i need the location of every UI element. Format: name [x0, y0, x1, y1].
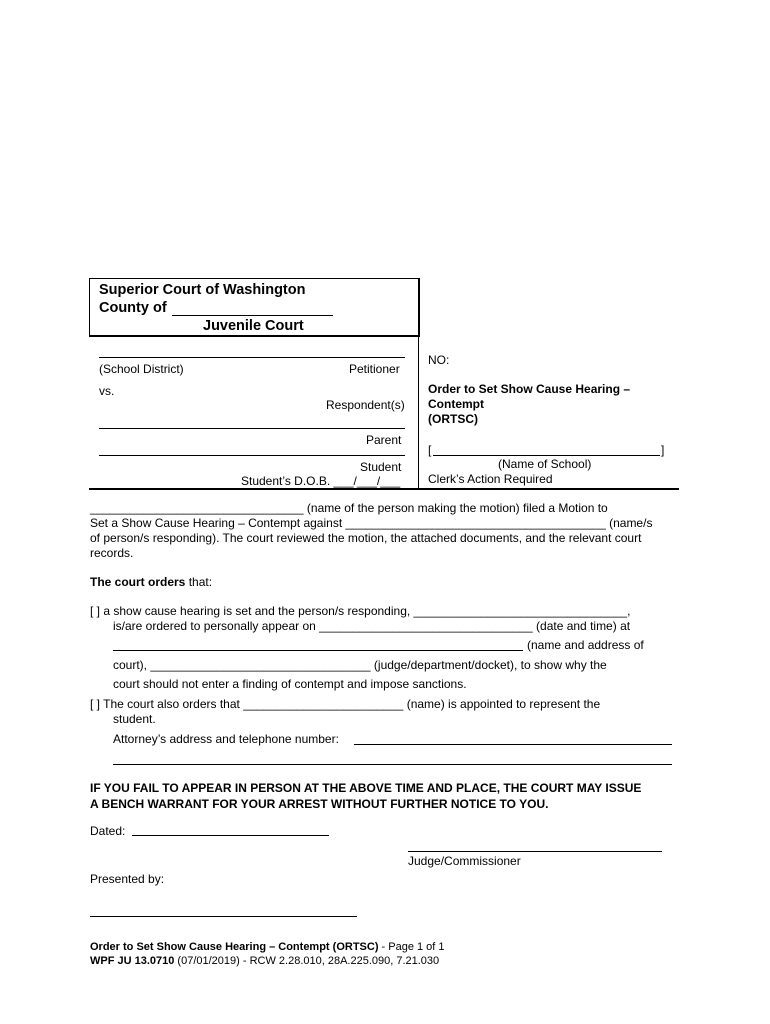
item1-line5: court should not enter a finding of contempt and impose sanctions. — [113, 677, 467, 691]
intro-line3: of person/s responding). The court reviewed the motion, the attached documents, and the relevant court — [90, 531, 642, 545]
attorney-address-blank[interactable] — [354, 744, 672, 745]
form-title-line3: (ORTSC) — [428, 412, 478, 426]
warning-line2: A BENCH WARRANT FOR YOUR ARREST WITHOUT FURTHER NOTICE TO YOU. — [90, 797, 549, 811]
court-orders-rest: that: — [185, 575, 213, 589]
item1-line4: court), _________________________________ (judge/department/docket), to show why the — [113, 658, 607, 672]
county-blank[interactable] — [172, 315, 333, 316]
caption-divider — [418, 278, 419, 488]
presented-by-label: Presented by: — [90, 872, 165, 886]
student-label: Student — [360, 460, 402, 474]
item1-line1[interactable]: [ ] a show cause hearing is set and the person/s responding, ________________________________, — [90, 604, 631, 618]
intro-line1: ________________________________ (name of the person making the motion) filed a Motion to — [90, 501, 608, 515]
bracket-open: [ — [428, 443, 432, 457]
item1-line2: is/are ordered to personally appear on ________________________________ (date and time) at — [113, 619, 631, 633]
dated-label: Dated: — [90, 824, 126, 838]
juvenile-court-label: Juvenile Court — [203, 318, 304, 334]
court-orders-heading — [90, 575, 212, 589]
footer-form-info — [90, 955, 439, 967]
attorney-phone-blank[interactable] — [113, 764, 672, 765]
presenter-signature-line[interactable] — [90, 916, 357, 917]
court-address-blank[interactable] — [113, 650, 523, 651]
form-title-line2: Contempt — [428, 397, 484, 411]
student-dob[interactable]: Student’s D.O.B. ___/___/___ — [241, 474, 401, 488]
respondents-label: Respondent(s) — [326, 398, 405, 412]
intro-line2: Set a Show Cause Hearing – Contempt against _______________________________________ (name/s — [90, 516, 653, 530]
county-label: County of — [99, 300, 167, 316]
name-of-school-label: (Name of School) — [498, 457, 592, 471]
bracket-close: ] — [661, 443, 665, 457]
court-orders-bold: The court orders — [90, 575, 186, 589]
judge-label: Judge/Commissioner — [408, 854, 521, 868]
footer-form-rest: (07/01/2019) - RCW 2.28.010, 28A.225.090, 7.21.030 — [174, 955, 440, 967]
form-title-line1: Order to Set Show Cause Hearing – — [428, 382, 631, 396]
item1-line3: (name and address of — [527, 638, 644, 652]
clerk-action-label: Clerk’s Action Required — [428, 472, 553, 486]
case-number-label: NO: — [428, 353, 450, 367]
footer-title — [90, 941, 445, 953]
footer-page-info: - Page 1 of 1 — [378, 941, 445, 953]
school-name-blank[interactable] — [433, 455, 660, 456]
court-name: Superior Court of Washington — [99, 282, 306, 298]
petitioner-label: Petitioner — [349, 362, 400, 376]
attorney-label: Attorney’s address and telephone number: — [113, 732, 339, 746]
caption-bottom-rule — [89, 488, 679, 490]
parent-label: Parent — [366, 433, 402, 447]
warning-line1: IF YOU FAIL TO APPEAR IN PERSON AT THE ABOVE TIME AND PLACE, THE COURT MAY ISSUE — [90, 781, 642, 795]
parent-blank[interactable] — [99, 428, 405, 429]
dated-blank[interactable] — [132, 835, 329, 836]
vs-label: vs. — [99, 384, 115, 398]
school-district-label: (School District) — [99, 362, 184, 376]
school-district-blank[interactable] — [99, 357, 405, 358]
intro-line4: records. — [90, 546, 134, 560]
student-blank[interactable] — [99, 455, 405, 456]
judge-signature-line[interactable] — [408, 851, 662, 852]
footer-form-number: WPF JU 13.0710 — [90, 955, 175, 967]
item2-line1[interactable]: [ ] The court also orders that ________________________ (name) is appointed to represent the — [90, 697, 601, 711]
item2-line2: student. — [113, 712, 156, 726]
footer-title-bold: Order to Set Show Cause Hearing – Contempt (ORTSC) — [90, 941, 379, 953]
